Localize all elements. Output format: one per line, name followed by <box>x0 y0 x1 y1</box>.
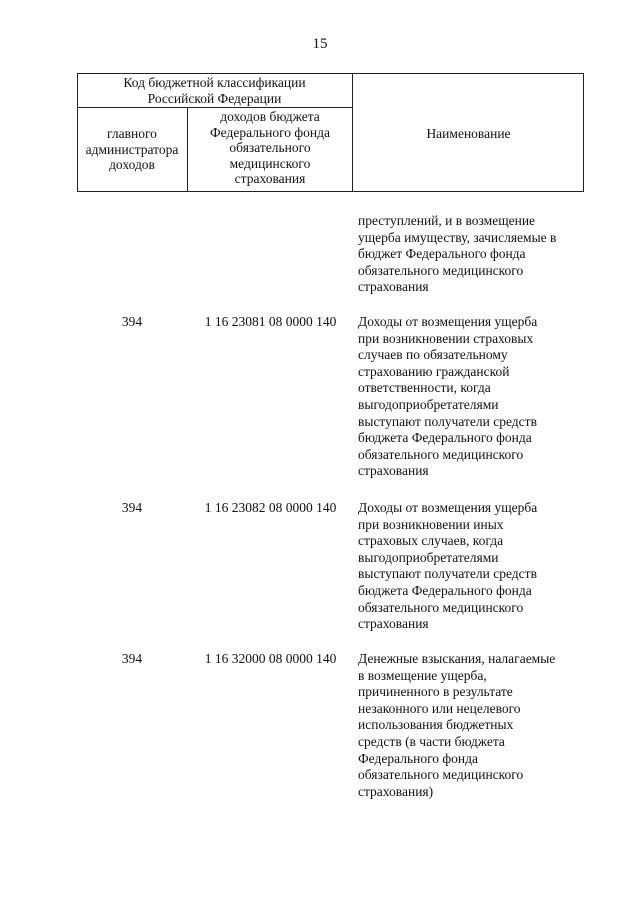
col-header-line: медицинского <box>229 155 311 171</box>
col-header-line: главного <box>107 126 157 141</box>
budget-code: 1 16 23081 08 0000 140 <box>204 314 337 329</box>
item-name: Доходы от возмещения ущерба при возникновении страховых случаев по обязательному страхованию гражданской ответственности, когда выгодоприобретателями выступают получатели средств бюджета Федерального фонда обязательного медицинского страхования <box>358 314 538 479</box>
col-header-line: обязательного <box>229 140 311 155</box>
col-header-admin <box>77 126 187 173</box>
col-header-line: доходов бюджета <box>220 109 320 124</box>
group-title-line: Код бюджетной классификации <box>123 75 306 90</box>
page-number: 15 <box>312 36 328 52</box>
admin-code: 394 <box>121 314 143 329</box>
group-title <box>77 75 352 106</box>
col-header-line: доходов <box>109 157 155 172</box>
item-name: преступлений, и в возмещение ущерба имуществу, зачисляемые в бюджет Федерального фонда обязательного медицинского страхования <box>358 213 557 295</box>
col-header-line: страхования <box>234 171 306 186</box>
admin-code: 394 <box>121 651 143 666</box>
header-divider-group <box>77 107 353 108</box>
budget-code: 1 16 23082 08 0000 140 <box>204 500 337 515</box>
col-header-line: администратора <box>85 141 179 157</box>
col-header-name: Наименование <box>426 126 511 141</box>
group-title-line: Российской Федерации <box>147 90 282 106</box>
item-name: Денежные взыскания, налагаемые в возмещение ущерба, причиненного в результате незаконного или нецелевого использования бюджетных средств (в части бюджета Федерального фонда обязательного медицинского страхования) <box>358 651 556 799</box>
col-header-line: Федерального фонда <box>210 124 330 140</box>
col-header-code <box>188 109 352 187</box>
budget-code: 1 16 32000 08 0000 140 <box>204 651 337 666</box>
admin-code: 394 <box>121 500 143 515</box>
item-name: Доходы от возмещения ущерба при возникновении иных страховых случаев, когда выгодоприобретателями выступают получатели средств бюджета Федерального фонда обязательного медицинского страхования <box>358 500 538 632</box>
